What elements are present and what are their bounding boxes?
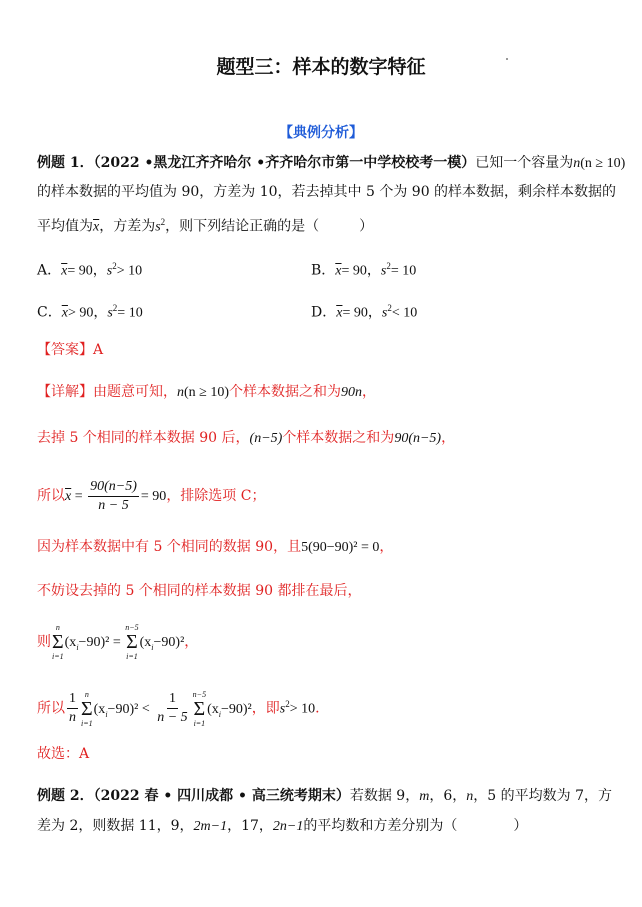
ex1-label: 例题 1． (37, 155, 94, 171)
math-s: s (380, 263, 387, 279)
ex2-text: 的平均数和方差分别为（ (303, 818, 458, 834)
fraction-numerator: 90(n−5) (88, 478, 139, 497)
math-xbar: $\overline{x}$ (61, 263, 68, 279)
math-n: n (466, 789, 474, 804)
detail-text: 所以 (37, 488, 65, 504)
sum-upper: n−5 (192, 689, 207, 699)
fraction-numerator: 1 (167, 690, 178, 709)
math-n-condition: (n ≥ 10) (580, 156, 626, 171)
math-sup: 2 (112, 261, 117, 271)
detail-text: ， (362, 384, 377, 400)
sum-lower: i=1 (81, 718, 93, 728)
math-sub: i (105, 709, 108, 719)
math-sup: 2 (386, 261, 391, 271)
math-s: s (381, 305, 388, 321)
math-xbar: $\overline{x}$ (335, 263, 342, 279)
ex2-text: ） (513, 818, 528, 834)
result-line (37, 744, 89, 764)
section-heading: 【典例分析】 (279, 125, 363, 141)
option-b[interactable]: B．$\overline{x}= 90$，$s^2= 10$ (311, 261, 417, 279)
detail-line-1 (37, 382, 376, 403)
sum-lower: i=1 (52, 652, 64, 661)
detail-line-2 (37, 428, 455, 449)
math-term: (x (64, 635, 77, 650)
math-term: −90)² (78, 635, 110, 650)
detail-line-5: 不妨设去掉的 5 个相同的样本数据 90 都排在最后， (37, 583, 362, 599)
math-sup: 2 (112, 303, 118, 313)
math-rel: > 10 (289, 701, 316, 717)
ex1-text: 已知一个容量为 (475, 155, 574, 171)
math-term: −90)² (220, 701, 252, 717)
math-xbar: $\overline{x}$ (65, 489, 72, 504)
math-sub: i (218, 709, 221, 719)
math-term: (x (139, 635, 152, 650)
summation: n−5 Σ i=1 (192, 689, 207, 728)
detail-text: . (315, 700, 320, 717)
ex1-text: ，方差为 (99, 218, 156, 235)
sum-lower: i=1 (193, 718, 206, 728)
answer-value: A (93, 342, 104, 358)
math-90-n-minus-5: 90(n−5) (394, 431, 442, 446)
ex2-text: ，5 的平均数为 7，方 (473, 788, 612, 804)
detail-text: 所以 (37, 700, 65, 717)
math-m: m (419, 789, 430, 804)
sum-upper: n (84, 689, 89, 699)
result-label: 故选： (37, 746, 79, 762)
math-2n-minus-1: 2n−1 (272, 819, 304, 834)
option-letter: A． (37, 262, 62, 279)
option-rel: > 90 (67, 305, 94, 321)
detail-line-4 (37, 537, 393, 558)
option-a[interactable]: A．$\overline{x}= 90$，$s^2> 10$ (37, 261, 143, 279)
option-rel: = 90 (67, 263, 93, 279)
detail-text: 则 (37, 634, 51, 650)
option-d[interactable]: D．$\overline{x}= 90$，$s^2< 10$ (311, 303, 418, 321)
math-lt: < (138, 701, 154, 717)
math-term: −90)² (107, 701, 139, 717)
option-c[interactable]: C．$\overline{x}> 90$，$s^2= 10$ (37, 303, 143, 321)
option-letter: C． (37, 304, 62, 321)
math-90n: 90n (341, 385, 363, 400)
ex1-line-1 (37, 153, 625, 174)
detail-text: ，排除选项 C； (166, 488, 266, 504)
math-term: (x (207, 701, 219, 717)
ex1-source: （2022 •黑龙江齐齐哈尔 •齐齐哈尔市第一中学校校考一模） (93, 155, 476, 171)
detail-text: 个样本数据之和为 (229, 384, 342, 400)
detail-text: 个样本数据之和为 (282, 430, 395, 446)
ex2-label: 例题 2． (37, 788, 94, 804)
math-eq: = (109, 635, 125, 650)
math-n-condition: (n ≥ 10) (184, 385, 230, 400)
sum-upper: n−5 (125, 623, 139, 632)
option-rel: = 90 (341, 263, 367, 279)
ex2-source: （2022 春 • 四川成都 • 高三统考期末） (93, 788, 350, 804)
option-rel: < 10 (391, 305, 418, 321)
math-expression: 5(90−90)² = 0 (301, 540, 380, 555)
summation: n Σ i=1 (52, 623, 64, 661)
math-xbar: $\overline{x}$ (93, 219, 100, 235)
math-s: s (106, 263, 113, 279)
ex2-text: 若数据 9， (349, 788, 420, 804)
math-n: n (177, 385, 184, 400)
ex2-line-1 (37, 786, 612, 807)
page-title: 题型三：样本的数字特征 (216, 56, 426, 78)
math-sup: 2 (160, 217, 166, 227)
fraction-denominator: n − 5 (98, 497, 129, 513)
detail-line-7 (37, 682, 320, 736)
ex1-line-3 (37, 212, 373, 238)
fraction (88, 478, 139, 515)
math-term: −90)² (153, 635, 185, 650)
ex2-text: 差为 2，则数据 11，9， (37, 818, 194, 834)
math-eq: = 90 (140, 489, 167, 504)
math-sub: i (76, 642, 79, 652)
math-n: n (573, 156, 581, 171)
answer-line (37, 340, 103, 360)
detail-text: ， (184, 634, 199, 650)
detail-text: 由题意可知， (93, 384, 177, 400)
sum-lower: i=1 (126, 652, 138, 661)
option-rel: = 90 (342, 305, 368, 321)
fraction-denominator: n − 5 (157, 710, 188, 726)
result-value: A (79, 746, 90, 762)
detail-text: 去掉 5 个相同的样本数据 90 后， (37, 430, 250, 446)
fraction-denominator: n (69, 710, 76, 726)
ex2-text: ，17， (227, 818, 273, 834)
detail-text: ， (379, 539, 394, 555)
detail-text: ，即 (251, 700, 280, 717)
math-term: (x (93, 701, 106, 717)
ex2-line-2 (37, 816, 527, 837)
math-sup: 2 (387, 303, 392, 313)
ex2-text: ，6， (429, 788, 467, 804)
option-rel: = 10 (390, 263, 417, 279)
math-s: s (107, 305, 113, 321)
detail-line-3: 所以$\overline{x}$ = $\frac{90(n-5)}{n - 5}$ = 90，排除选项 C； (37, 478, 266, 513)
detail-line-6 (37, 620, 198, 670)
math-s: s (155, 219, 161, 235)
answer-label: 【答案】 (37, 342, 93, 358)
option-letter: B． (311, 262, 336, 279)
ex1-text: ） (359, 218, 374, 235)
detail-text: 因为样本数据中有 5 个相同的数据 90，且 (37, 539, 302, 555)
summation: n Σ i=1 (81, 689, 93, 728)
detail-label: 【详解】 (37, 384, 93, 400)
ex1-line-2: 的样本数据的平均值为 90，方差为 10，若去掉其中 5 个为 90 的样本数据，剩余样本数据的 (37, 184, 617, 200)
ex1-text: 平均值为 (37, 218, 93, 235)
option-rel: = 10 (117, 305, 143, 321)
math-s: s (279, 701, 286, 717)
math-xbar: $\overline{x}$ (336, 305, 343, 321)
fraction (155, 690, 189, 727)
fraction (67, 690, 78, 727)
math-sup: 2 (285, 699, 290, 709)
math-sub: i (151, 642, 154, 652)
detail-text: ， (441, 430, 456, 446)
sum-upper: n (55, 623, 60, 632)
option-letter: D． (311, 304, 337, 321)
math-2m-minus-1: 2m−1 (193, 819, 228, 834)
summation: n−5 Σ i=1 (125, 623, 139, 661)
ex1-text: ，则下列结论正确的是（ (165, 218, 320, 235)
fraction-numerator: 1 (67, 690, 78, 709)
math-xbar: $\overline{x}$ (61, 305, 68, 321)
option-rel: > 10 (116, 263, 143, 279)
math-n-minus-5: (n−5) (249, 431, 283, 446)
